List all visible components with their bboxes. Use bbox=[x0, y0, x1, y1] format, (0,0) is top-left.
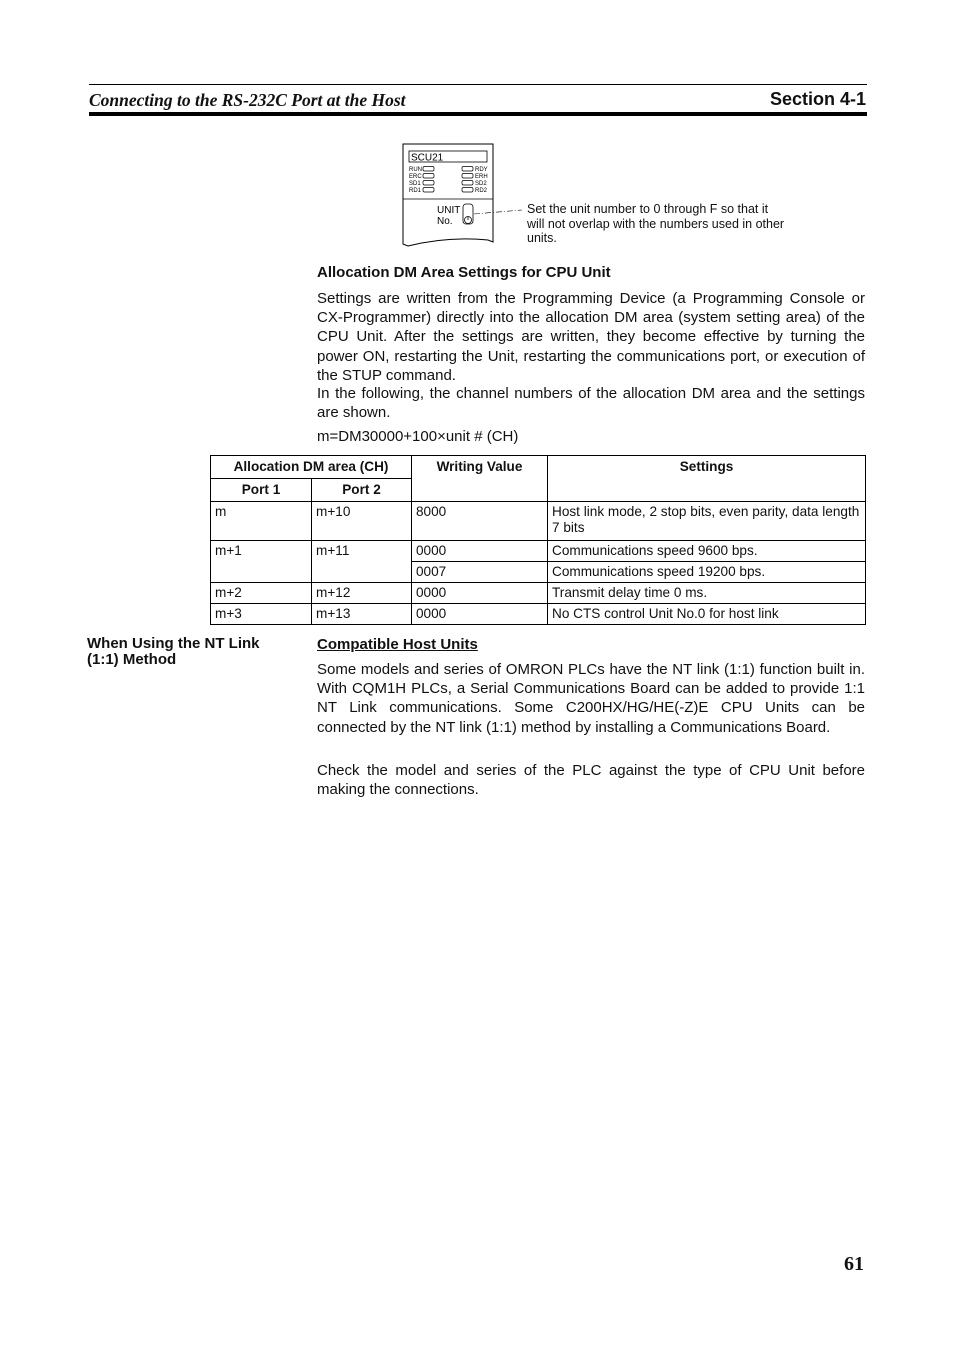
table-row bbox=[211, 604, 866, 625]
led-label-run: RUN bbox=[409, 167, 422, 173]
cell-port1: m+1 bbox=[211, 541, 312, 583]
cell-port2: m+11 bbox=[312, 541, 412, 583]
cell-value: 0000 bbox=[412, 604, 548, 625]
allocation-dm-table bbox=[210, 455, 866, 625]
cell-port2: m+12 bbox=[312, 583, 412, 604]
led-label-rd2: RD2 bbox=[475, 188, 488, 194]
cell-value: 0007 bbox=[412, 562, 548, 583]
cell-port2: m+13 bbox=[312, 604, 412, 625]
cell-settings: Communications speed 9600 bps. bbox=[548, 541, 866, 562]
switch-label-unit: UNIT bbox=[437, 205, 461, 216]
switch-label-no: No. bbox=[437, 216, 453, 227]
header-bottom-rule bbox=[89, 112, 867, 116]
cell-port1: m+2 bbox=[211, 583, 312, 604]
cell-port1: m+3 bbox=[211, 604, 312, 625]
nt-link-paragraph-1: Some models and series of OMRON PLCs have the NT link (1:1) function built in. With CQM1H PLCs, a Serial Communications Board can be added to provide 1:1 NT Link communications. Some C200HX/HG/HE(-Z)E CPU Units can be connected by the NT link (1:1) method by installing a Communications Board. bbox=[317, 661, 865, 736]
cell-value: 8000 bbox=[412, 502, 548, 541]
cell-settings: No CTS control Unit No.0 for host link bbox=[548, 604, 866, 625]
led-label-erh: ERH bbox=[475, 174, 488, 180]
table-header-allocation: Allocation DM area (CH) bbox=[211, 456, 412, 479]
led-label-sd2: SD2 bbox=[475, 181, 487, 187]
header-top-rule bbox=[89, 84, 867, 85]
table-row bbox=[211, 502, 866, 541]
allocation-heading: Allocation DM Area Settings for CPU Unit bbox=[317, 264, 611, 281]
table-header-settings: Settings bbox=[548, 456, 866, 502]
unit-name-label: SCU21 bbox=[411, 152, 444, 164]
led-label-rd1: RD1 bbox=[409, 188, 422, 194]
nt-link-side-heading: When Using the NT Link (1:1) Method bbox=[87, 635, 260, 668]
unit-number-callout: Set the unit number to 0 through F so that it will not overlap with the numbers used in other units. bbox=[527, 202, 785, 245]
led-label-rdy: RDY bbox=[475, 167, 488, 173]
allocation-formula: m=DM30000+100×unit # (CH) bbox=[317, 428, 519, 445]
cell-settings: Host link mode, 2 stop bits, even parity, data length 7 bits bbox=[548, 502, 866, 541]
page-number: 61 bbox=[844, 1253, 864, 1275]
cell-value: 0000 bbox=[412, 583, 548, 604]
cell-settings: Transmit delay time 0 ms. bbox=[548, 583, 866, 604]
led-label-erc: ERC bbox=[409, 174, 422, 180]
compatible-host-units-heading: Compatible Host Units bbox=[317, 636, 478, 653]
table-row bbox=[211, 583, 866, 604]
allocation-paragraph-1: Settings are written from the Programming Device (a Programming Console or CX-Programmer) directly into the allocation DM area (system setting area) of the CPU Unit. After the settings are written, they become effective by turning the power ON, restarting the Unit, restarting the communications port, or execution of the STUP command. bbox=[317, 290, 865, 384]
table-row bbox=[211, 541, 866, 562]
nt-link-paragraph-2: Check the model and series of the PLC against the type of CPU Unit before making the connections. bbox=[317, 762, 865, 799]
led-label-sd1: SD1 bbox=[409, 181, 421, 187]
cell-value: 0000 bbox=[412, 541, 548, 562]
cell-settings: Communications speed 19200 bps. bbox=[548, 562, 866, 583]
table-header-port2: Port 2 bbox=[312, 479, 412, 502]
allocation-paragraph-2: In the following, the channel numbers of the allocation DM area and the settings are shown. bbox=[317, 385, 865, 422]
section-label: Section 4-1 bbox=[769, 89, 866, 109]
cell-port2: m+10 bbox=[312, 502, 412, 541]
cell-port1: m bbox=[211, 502, 312, 541]
table-header-writing-value: Writing Value bbox=[412, 456, 548, 502]
running-header-title: Connecting to the RS-232C Port at the Host bbox=[89, 90, 406, 110]
table-header-port1: Port 1 bbox=[211, 479, 312, 502]
